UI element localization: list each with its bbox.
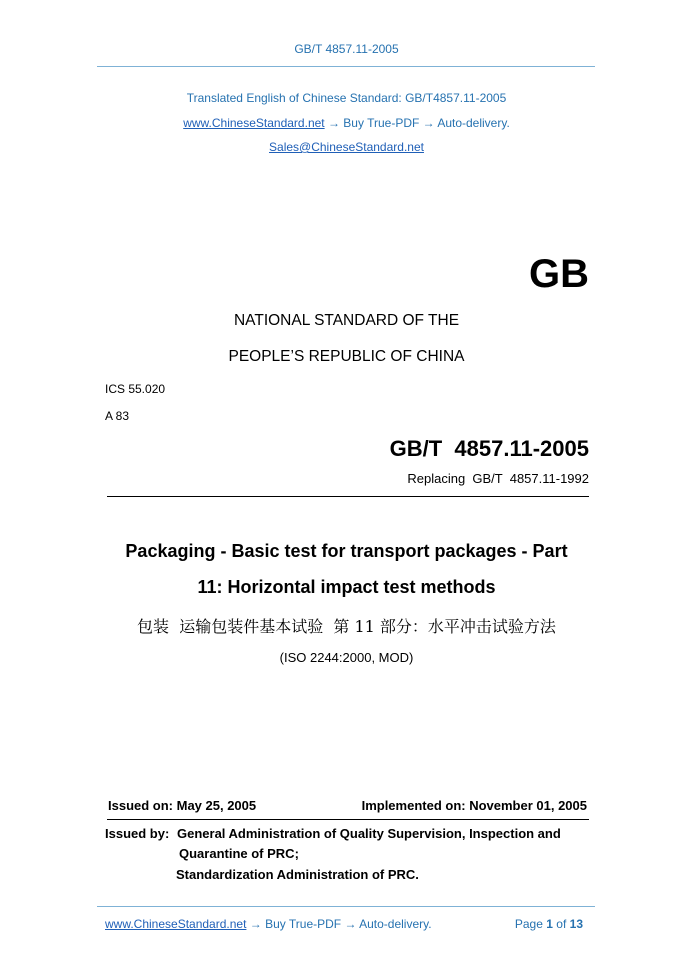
header-doc-id: GB/T 4857.11-2005 xyxy=(294,42,399,56)
footer-divider xyxy=(97,906,595,907)
gb-logo: GB xyxy=(529,252,589,296)
banner-buy-text: → Buy True-PDF → Auto-delivery. xyxy=(324,116,510,130)
national-line1: NATIONAL STANDARD OF THE xyxy=(233,312,460,329)
issued-by-line1: General Administration of Quality Supervision, Inspection and xyxy=(177,826,561,841)
banner-line: Translated English of Chinese Standard: GB/T4857.11-2005 xyxy=(186,91,507,105)
class-code: A 83 xyxy=(105,409,130,423)
iso-reference: (ISO 2244:2000, MOD) xyxy=(279,650,414,665)
title-divider xyxy=(107,496,589,497)
banner-email-link[interactable]: Sales@ChineseStandard.net xyxy=(269,140,424,154)
footer-site-link[interactable]: www.ChineseStandard.net xyxy=(105,917,247,931)
header-divider xyxy=(97,66,595,67)
standard-number: GB/T 4857.11-2005 xyxy=(389,436,589,461)
national-line2: PEOPLE’S REPUBLIC OF CHINA xyxy=(228,348,465,365)
issued-by-line2: Quarantine of PRC; xyxy=(179,846,299,861)
issued-by-line3: Standardization Administration of PRC. xyxy=(176,867,419,882)
issued-by-label: Issued by: xyxy=(105,826,170,841)
english-title-line1: Packaging - Basic test for transport packages - Part xyxy=(125,541,568,561)
replacing-note: Replacing GB/T 4857.11-1992 xyxy=(407,471,589,486)
issued-on: Issued on: May 25, 2005 xyxy=(108,798,257,813)
banner-email-row xyxy=(0,140,693,154)
page-label: Page xyxy=(514,917,543,931)
page-of: of xyxy=(556,917,567,931)
implemented-on: Implemented on: November 01, 2005 xyxy=(361,798,587,813)
page-current: 1 xyxy=(546,917,553,931)
footer-buy-text: → Buy True-PDF → Auto-delivery. xyxy=(246,917,432,931)
page-indicator xyxy=(515,917,583,931)
footer-buy-line xyxy=(105,917,432,931)
page-total: 13 xyxy=(569,917,583,931)
banner-site-link[interactable]: www.ChineseStandard.net xyxy=(183,116,325,130)
issue-divider xyxy=(107,819,589,820)
banner-buy-line xyxy=(0,116,693,130)
ics-code: ICS 55.020 xyxy=(105,382,166,396)
chinese-title: 包装 运输包装件基本试验 第 11 部分：水平冲击试验方法 xyxy=(137,617,556,636)
english-title-line2: 11: Horizontal impact test methods xyxy=(197,577,496,597)
